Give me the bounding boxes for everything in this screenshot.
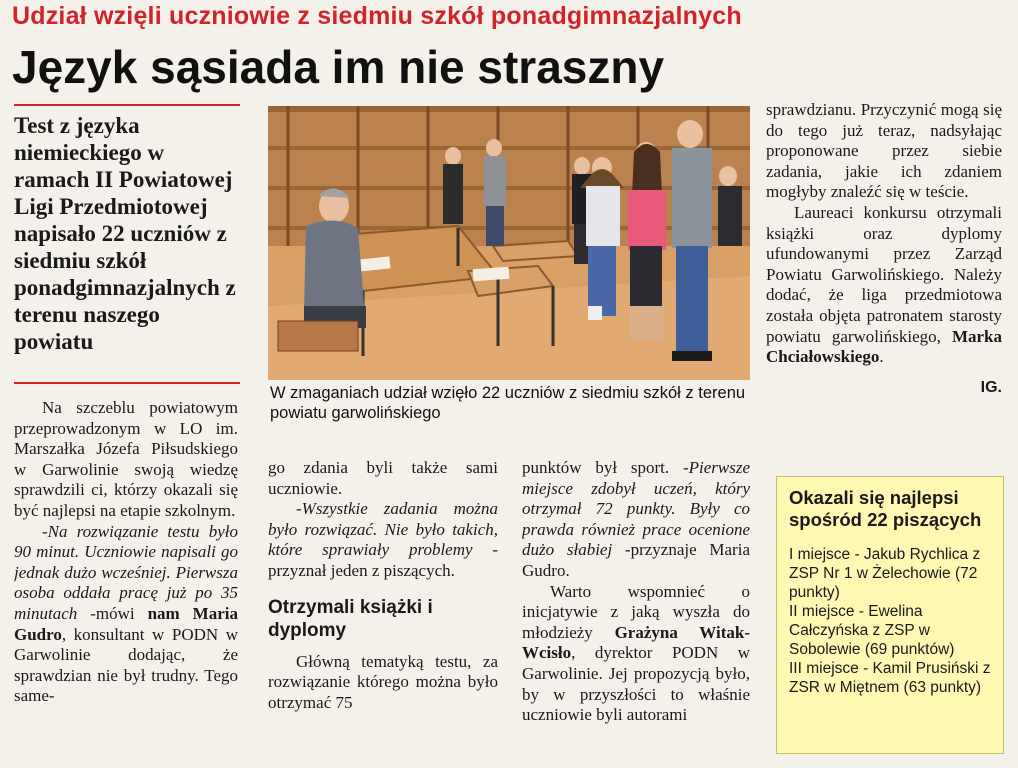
col4-paragraph-1 [766,203,1002,368]
col1-person-name: nam Maria Gudro [14,603,238,644]
results-item-1: I miejsce - Jakub Rychlica z ZSP Nr 1 w Żelechowie (72 punkty) [789,546,981,601]
subheading: Otrzymali książki i dyplomy [268,596,433,641]
col2-paragraph-2: Główną tematyką testu, za rozwiązanie którego można było otrzymać 75 [268,651,498,712]
col3-lead-in: punktów był sport. [522,458,683,477]
classroom-photo-illustration [268,106,750,380]
col2-rest: -przyznał jeden z piszących. [268,540,498,580]
col3-quote: -Pierwsze miejsce zdobył uczeń, który otrzymał 72 punkty. Były co prawda również prace ocenione dużo słabiej [522,458,750,560]
article-photo [268,106,750,380]
article-column-1 [14,398,238,768]
col3-p1-rest: , dyrektor PODN w Garwolinie. Jej propozycją było, by w przyszłości to właśnie uczniowie byli autorami [522,643,750,725]
col2-paragraph-0: go zdania byli także sami uczniowie. [268,458,498,498]
col1-said: -mówi [77,603,148,623]
article-column-2 [268,458,498,768]
article-column-4 [766,100,1002,470]
col3-paragraph-1 [522,582,750,726]
author-signature: IG. [980,378,1002,396]
results-box-title: Okazali się najlepsi spośród 22 piszących [789,487,982,530]
col1-rest: , konsultant w PODN w Garwolinie dodając, że sprawdzian nie był trudny. Tego same- [14,624,238,706]
col2-quote: -Wszystkie zadania można było rozwiązać. Nie było takich, które sprawiały problemy [268,499,498,560]
headline: Język sąsiada im nie straszny [12,41,665,93]
col3-p1-lead: Warto wspomnieć o inicjatywie z jaką wyszła do młodzieży [522,581,750,642]
results-item-2: II miejsce - Ewelina Całczyńska z ZSP w Sobolewie (69 punktów) [789,603,955,658]
col4-person-name: Marka Chciałowskiego [766,326,1002,367]
bleed-through-right [800,4,1010,94]
col1-paragraph-2 [14,522,238,707]
col3-person-name: Grażyna Witak-Wcisło [522,622,750,663]
lead-top-rule [14,104,240,106]
col4-paragraph-0: sprawdzianu. Przyczynić mogą się do tego już teraz, nadsyłając proponowane przez siebie zadania, jakie ich zdaniem mogłyby znaleźć się w teście. [766,100,1002,202]
col4-p1-end: . [879,347,884,367]
lead-paragraph: Test z języka niemieckiego w ramach II Powiatowej Ligi Przedmiotowej napisało 22 uczniów z siedmiu szkół ponadgimnazjalnych z terenu naszego powiatu [14,113,236,354]
col3-paragraph-0 [522,458,750,582]
col4-p1-text: Laureaci konkursu otrzymali książki oraz dyplomy ufundowanymi przez Zarząd Powiatu Garwolińskiego. Należy dodać, że liga przedmiotowa została objęta patronatem starosty powiatu garwolińskiego, [766,202,1002,346]
kicker: Udział wzięli uczniowie z siedmiu szkół ponadgimnazjalnych [12,2,742,30]
col3-rest: -przyznaje Maria Gudro. [522,540,750,580]
results-item-3: III miejsce - Kamil Prusiński z ZSR w Miętnem (63 punkty) [789,660,991,696]
photo-caption: W zmaganiach udział wzięło 22 uczniów z siedmiu szkół z terenu powiatu garwolińskiego [270,384,746,422]
col1-paragraph-1: Na szczeblu powiatowym przeprowadzonym w LO im. Marszałka Józefa Piłsudskiego w Garwolinie swoją wiedzę sprawdzili ci, którzy okazali się być najlepsi na etapie szkolnym. [14,398,238,520]
col2-paragraph-1 [268,499,498,581]
article-column-3 [522,458,750,768]
results-box [776,476,1004,754]
lead-bottom-rule [14,382,240,384]
col1-quote: -Na rozwiązanie testu było 90 minut. Uczniowie napisali go jednak dużo wcześniej. Pierwsza osoba oddała pracę już po 35 minutach [14,521,238,623]
